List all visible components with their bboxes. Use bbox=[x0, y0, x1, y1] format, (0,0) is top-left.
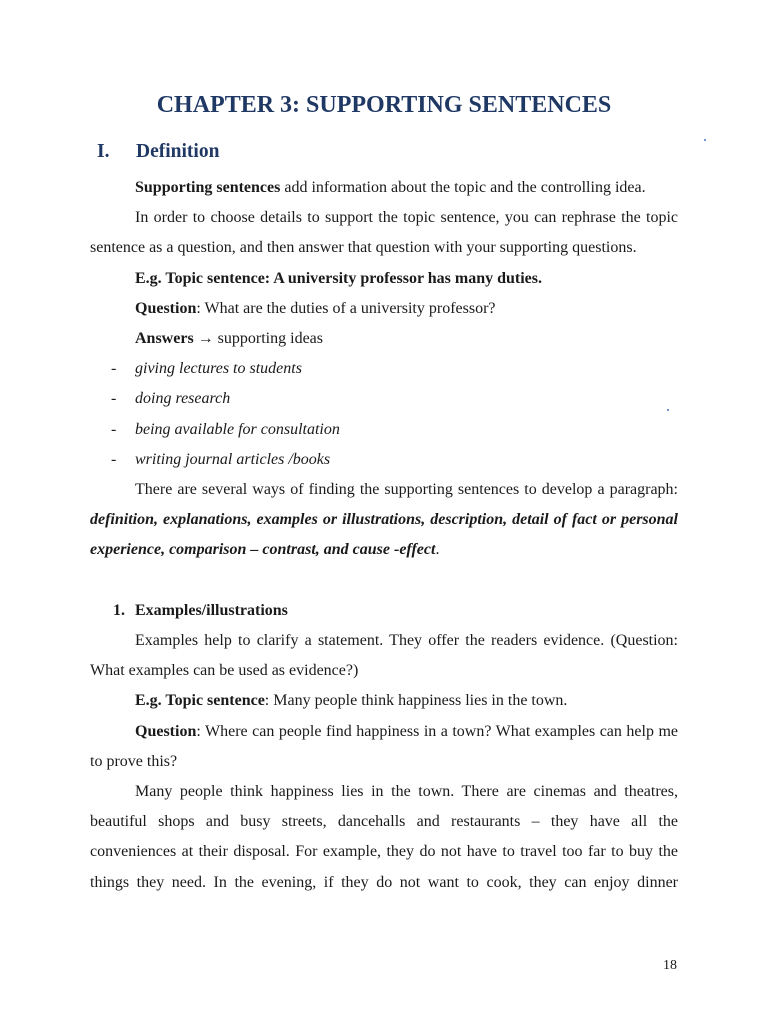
example1-topic-text: E.g. Topic sentence: A university professor has many duties. bbox=[135, 269, 543, 287]
section-number: I. bbox=[97, 141, 110, 162]
example2-question bbox=[90, 717, 678, 777]
dash-bullet-icon: - bbox=[111, 420, 117, 438]
example2-topic-label: Topic sentence bbox=[165, 692, 265, 710]
ways-end: . bbox=[435, 541, 440, 559]
section-title: Definition bbox=[136, 141, 220, 162]
choose-details-paragraph: In order to choose details to support the topic sentence, you can rephrase the topic sentence as a question, and then answer that question with your supporting questions. bbox=[90, 209, 678, 257]
definition-rest: add information about the topic and the controlling idea. bbox=[280, 179, 646, 196]
section-heading-definition bbox=[97, 141, 219, 163]
subsection-heading-examples bbox=[90, 596, 678, 626]
example2-topic-sentence bbox=[90, 686, 678, 716]
example1-answers bbox=[90, 324, 678, 354]
example1-answers-label: Answers bbox=[135, 330, 194, 348]
definition-paragraph bbox=[90, 173, 678, 203]
examples-paragraph: Examples help to clarify a statement. They offer the readers evidence. (Question: What examples can be used as evidence?) bbox=[90, 632, 678, 680]
stray-dot-mark bbox=[667, 409, 669, 411]
example1-question-text: : What are the duties of a university professor? bbox=[196, 299, 496, 317]
stray-dot-mark bbox=[704, 139, 706, 141]
example2-topic-text: : Many people think happiness lies in the town. bbox=[264, 692, 568, 710]
dash-bullet-icon: - bbox=[111, 390, 117, 408]
example1-answers-text: supporting ideas bbox=[213, 330, 323, 348]
ways-intro: There are several ways of finding the supporting sentences to develop a paragraph: bbox=[135, 481, 678, 499]
dash-bullet-icon: - bbox=[111, 360, 117, 378]
list-item-text: doing research bbox=[135, 390, 231, 408]
body-text bbox=[90, 173, 678, 898]
ways-list: definition, explanations, examples or illustrations, description, detail of fact or personal experience, comparison – contrast, and cause -effect bbox=[90, 511, 678, 559]
example1-topic-sentence bbox=[90, 264, 678, 294]
ways-paragraph bbox=[90, 475, 678, 566]
paragraph-spacer bbox=[90, 566, 678, 596]
list-item bbox=[90, 354, 678, 384]
subsection-number: 1. bbox=[113, 601, 125, 619]
chapter-title: CHAPTER 3: SUPPORTING SENTENCES bbox=[156, 92, 612, 118]
list-item bbox=[90, 384, 678, 414]
subsection-title: Examples/illustrations bbox=[135, 601, 288, 619]
list-item bbox=[90, 415, 678, 445]
example1-question-label: Question bbox=[135, 299, 197, 317]
list-item-text: giving lectures to students bbox=[135, 360, 302, 378]
dash-bullet-icon: - bbox=[111, 450, 117, 468]
example2-question-text: : Where can people find happiness in a town? What examples can help me to prove this? bbox=[90, 722, 678, 770]
list-item-text: being available for consultation bbox=[135, 420, 340, 438]
list-item-text: writing journal articles /books bbox=[135, 450, 331, 468]
example2-question-label: Question bbox=[135, 722, 197, 740]
list-item bbox=[90, 445, 678, 475]
example1-question bbox=[90, 294, 678, 324]
happiness-paragraph: Many people think happiness lies in the town. There are cinemas and theatres, beautiful shops and busy streets, dancehalls and restaurants – they have all the conveniences at their disposal. For example, they do not have to travel too far to buy the things they need. In the evening, if they do not want to cook, they can enjoy dinner bbox=[90, 783, 678, 891]
example2-eg: E.g. bbox=[135, 692, 166, 710]
definition-term: Supporting sentences bbox=[135, 179, 281, 196]
arrow-right-icon: → bbox=[197, 330, 214, 348]
page-number: 18 bbox=[663, 958, 677, 973]
